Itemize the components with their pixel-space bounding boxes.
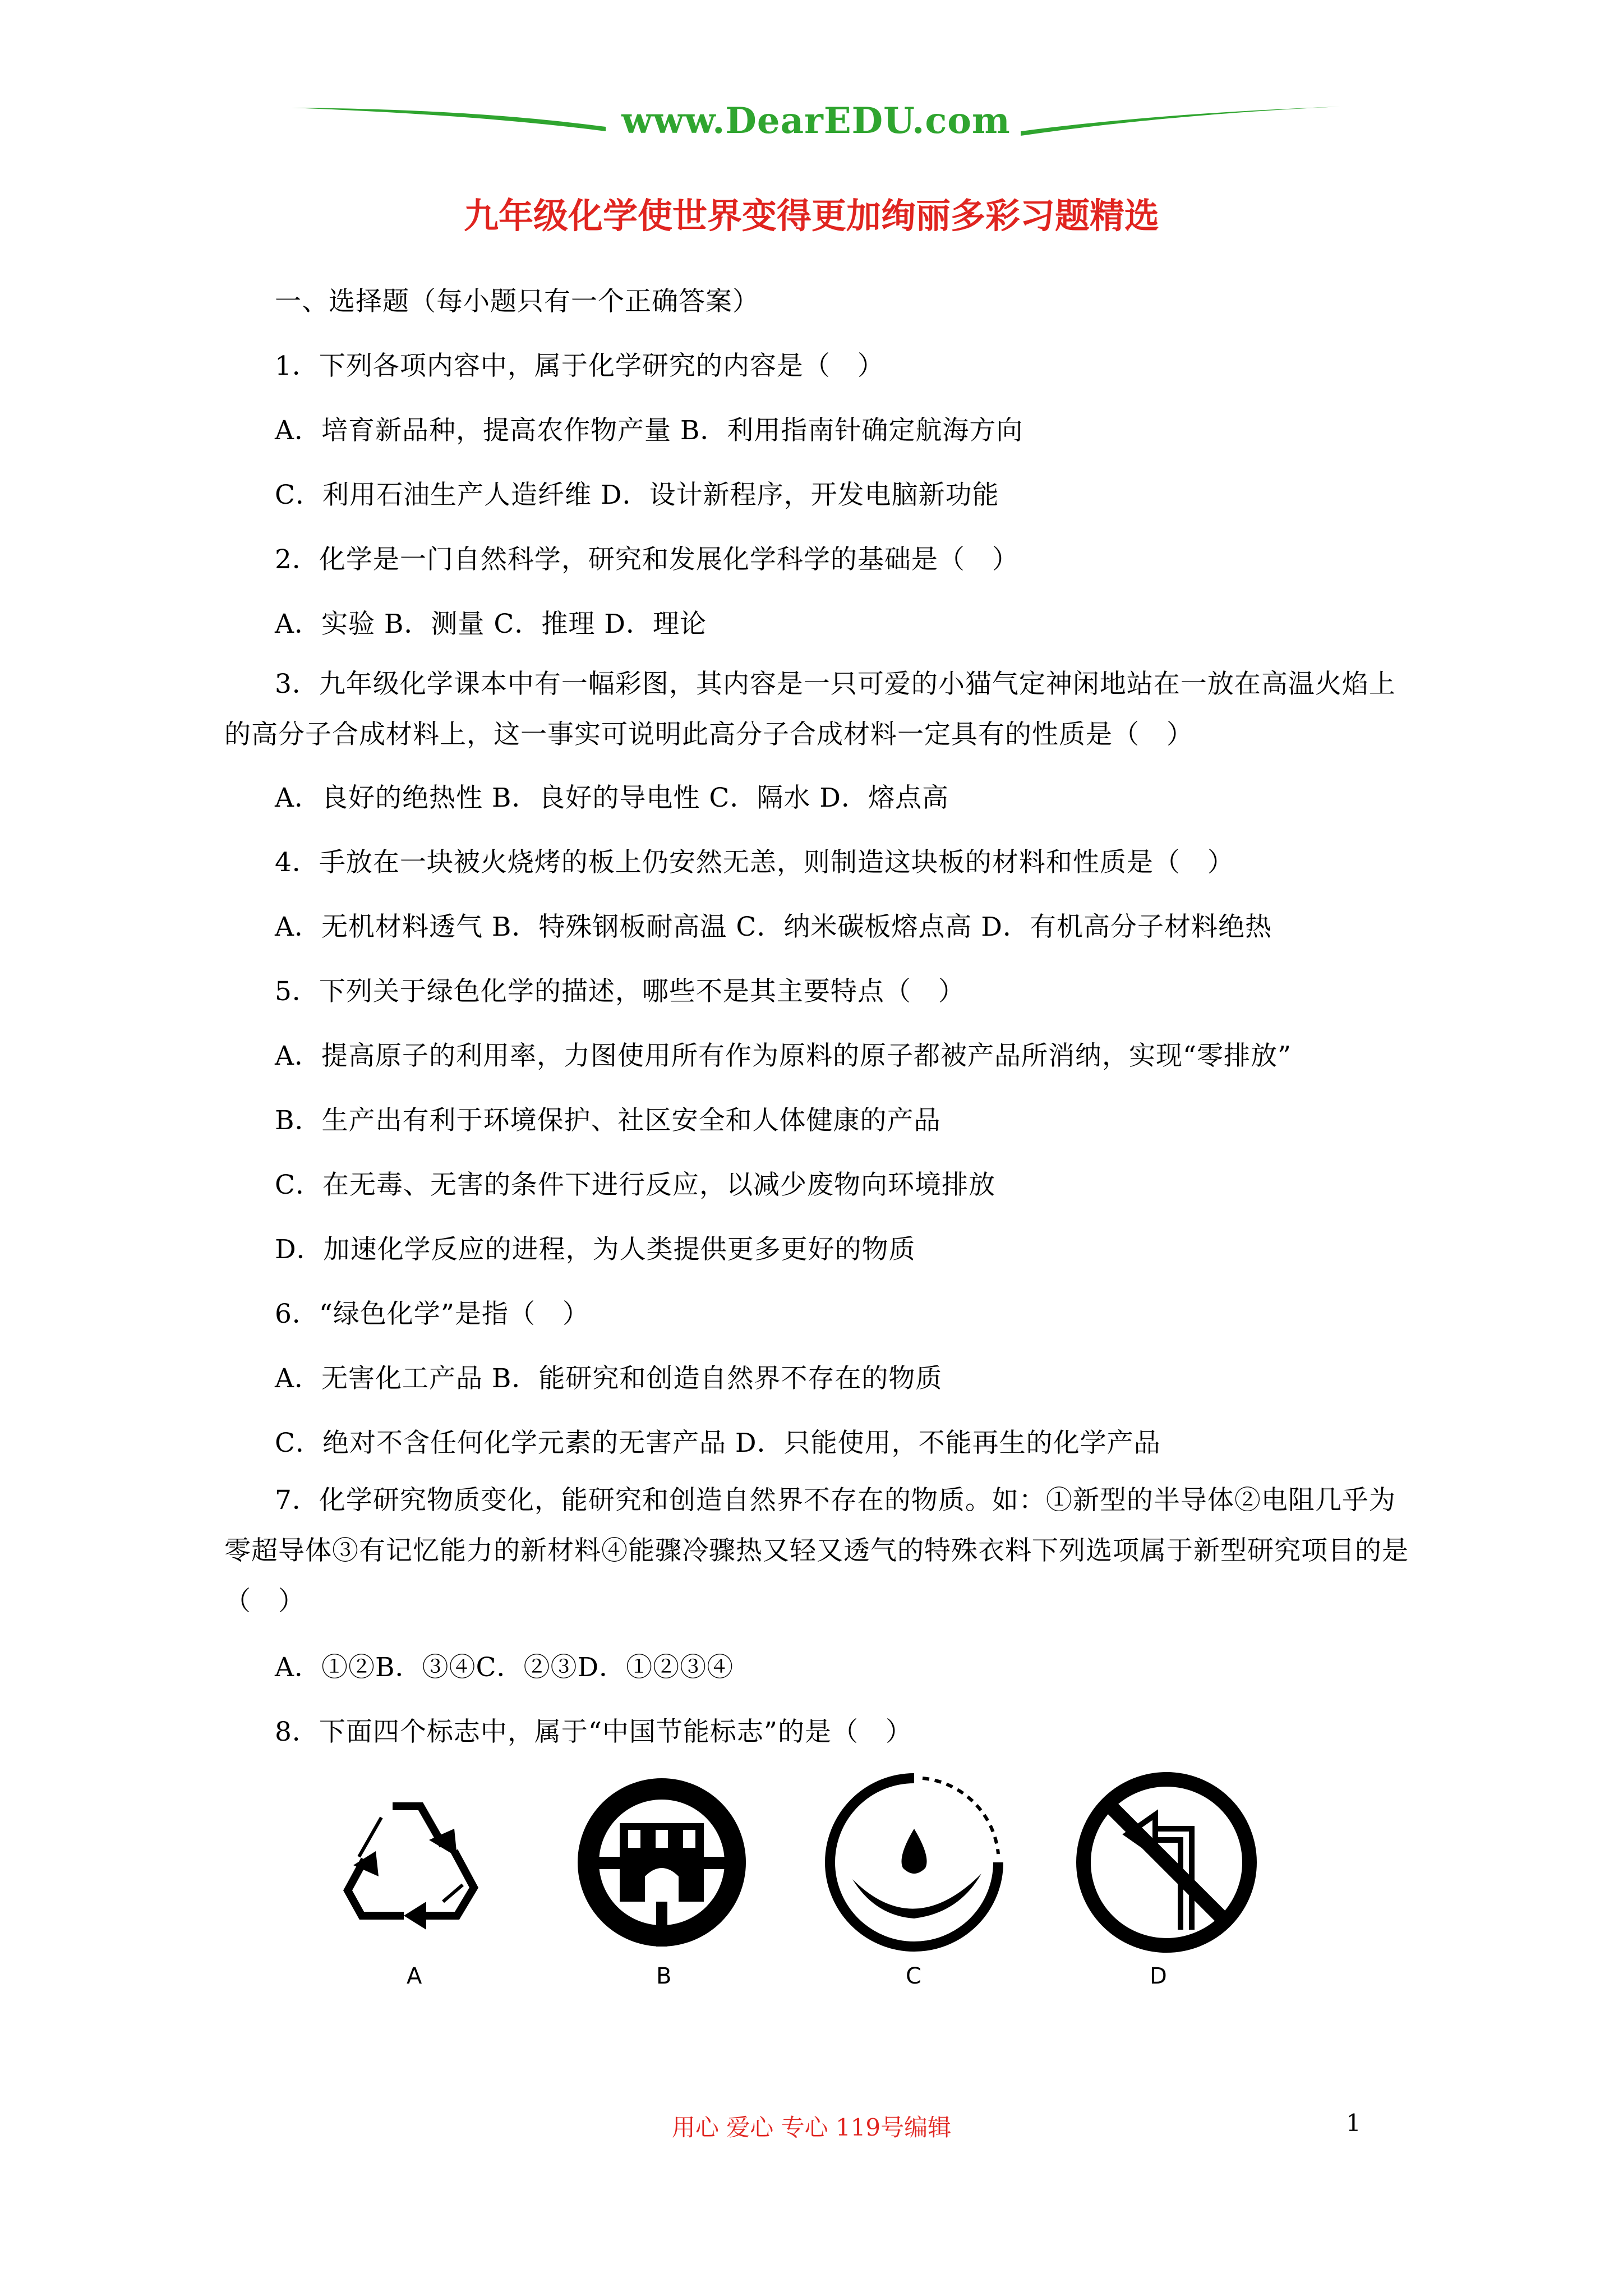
footer-text: 用心 爱心 专心 119号编辑 (671, 2114, 952, 2141)
logo-label-b: B (656, 1963, 672, 1989)
question-8: 8．下面四个标志中，属于“中国节能标志”的是（ ） (275, 1717, 912, 1747)
page-title: 九年级化学使世界变得更加绚丽多彩习题精选 (463, 195, 1159, 236)
question-5-option-d: D．加速化学反应的进程，为人类提供更多更好的物质 (275, 1234, 916, 1265)
question-3: 3．九年级化学课本中有一幅彩图，其内容是一只可爱的小猫气定神闲地站在一放在高温火焰上的高分子合成材料上，这一事实可说明此高分子合成材料一定具有的性质是（ ） (224, 669, 1396, 750)
site-name[interactable]: www.DearEDU.com (621, 100, 1011, 142)
question-7-options: A．①②B．③④C．②③D．①②③④ (275, 1652, 734, 1683)
energy-saving-logo-icon[interactable] (566, 1767, 757, 1958)
page-number: 1 (1346, 2109, 1361, 2137)
recycle-logo-icon[interactable] (314, 1767, 505, 1958)
question-5: 5．下列关于绿色化学的描述，哪些不是其主要特点（ ） (275, 976, 965, 1007)
question-2-options: A．实验 B．测量 C．推理 D．理论 (275, 609, 707, 639)
logo-row (303, 1767, 1284, 2003)
question-2: 2．化学是一门自然科学，研究和发展化学科学的基础是（ ） (275, 544, 1019, 575)
question-5-option-a: A．提高原子的利用率，力图使用所有作为原料的原子都被产品所消纳，实现“零排放” (275, 1041, 1292, 1071)
logo-label-d: D (1150, 1963, 1167, 1989)
question-1-options-cd: C．利用石油生产人造纤维 D．设计新程序，开发电脑新功能 (275, 480, 999, 510)
question-4: 4．手放在一块被火烧烤的板上仍安然无恙，则制造这块板的材料和性质是（ ） (275, 847, 1234, 878)
logo-label-a: A (407, 1963, 422, 1989)
question-1: 1．下列各项内容中，属于化学研究的内容是（ ） (275, 351, 884, 381)
no-left-turn-sign-icon[interactable] (1071, 1767, 1262, 1958)
question-6: 6．“绿色化学”是指（ ） (275, 1299, 589, 1329)
question-3-options: A．良好的绝热性 B．良好的导电性 C．隔水 D．熔点高 (275, 783, 949, 813)
site-banner (292, 94, 1340, 150)
water-saving-logo-icon[interactable] (819, 1767, 1009, 1958)
question-6-options-ab: A．无害化工产品 B．能研究和创造自然界不存在的物质 (275, 1363, 943, 1394)
question-7: 7．化学研究物质变化，能研究和创造自然界不存在的物质。如：①新型的半导体②电阻几乎为零超导体③有记忆能力的新材料④能骤冷骤热又轻又透气的特殊衣料下列选项属于新型研究项目的是（ ） (224, 1485, 1409, 1617)
section-heading: 一、选择题（每小题只有一个正确答案） (275, 286, 759, 317)
question-4-options: A．无机材料透气 B．特殊钢板耐高温 C．纳米碳板熔点高 D．有机高分子材料绝热 (275, 912, 1272, 942)
logo-label-c: C (906, 1963, 921, 1989)
question-5-option-c: C．在无毒、无害的条件下进行反应，以减少废物向环境排放 (275, 1170, 995, 1200)
question-6-options-cd: C．绝对不含任何化学元素的无害产品 D．只能使用，不能再生的化学产品 (275, 1428, 1161, 1458)
question-1-options-ab: A．培育新品种，提高农作物产量 B．利用指南针确定航海方向 (275, 415, 1023, 446)
question-5-option-b: B．生产出有利于环境保护、社区安全和人体健康的产品 (275, 1105, 941, 1136)
